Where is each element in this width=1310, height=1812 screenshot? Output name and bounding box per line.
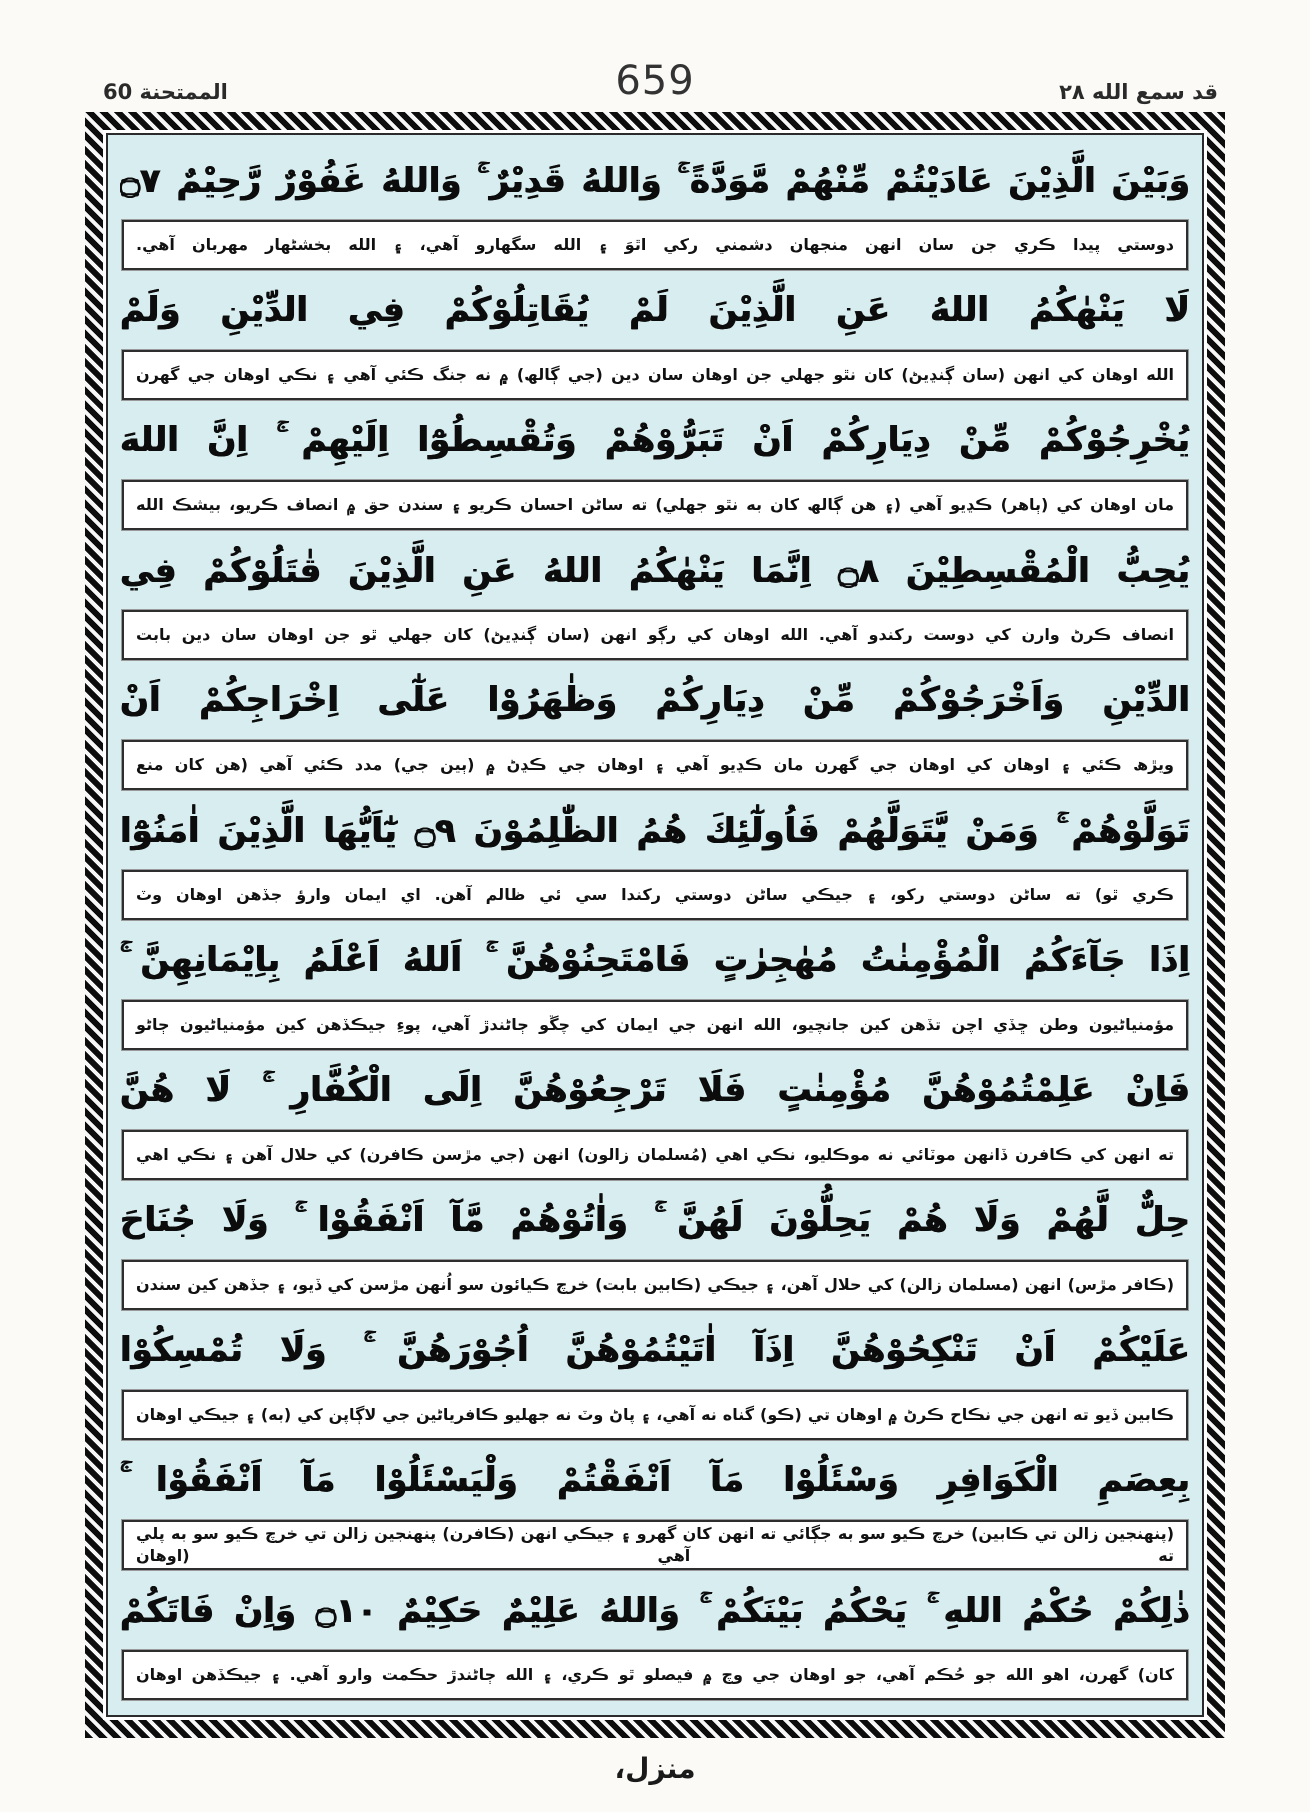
translation-text: کان) گهرن، اهو الله جو حُڪم آهي، جو اوهان جي وچ ۾ فيصلو ٿو ڪري، ۽ الله ڄاڻندڙ حڪمت وارو آهي. ۽ جيڪڏهن اوهان [136, 1665, 1174, 1685]
quran-ayah-line [120, 1312, 1190, 1388]
ayah-text: يُخْرِجُوْكُمْ مِّنْ دِيَارِكُمْ اَنْ تَبَرُّوْهُمْ وَتُقْسِطُوْٓا اِلَيْهِمْ ۚ اِنَّ اللهَ [120, 420, 1190, 460]
ayah-text: ذٰلِكُمْ حُكْمُ اللهِ ۚ يَحْكُمُ بَيْنَكُمْ ۚ وَاللهُ عَلِيْمٌ حَكِيْمٌ ۝١٠ وَاِنْ فَاتَكُمْ [120, 1590, 1190, 1631]
translation-text: الله اوهان کي انهن (سان ڳنڍيڻ) کان نٿو جهلي جن اوهان سان دين (جي ڳالھ) ۾ نه جنگ ڪئي آهي ۽ نڪي اوهان جي گهرن [136, 365, 1174, 385]
translation-box [122, 870, 1188, 920]
juz-name-label: قد سمع الله ٢٨ [1059, 80, 1218, 104]
quran-text-panel [106, 133, 1204, 1717]
quran-ayah-line [120, 402, 1190, 478]
translation-text: انصاف ڪرڻ وارن کي دوست رکندو آهي. الله اوهان کي رڳو انهن (سان ڳنڍيڻ) کان جهلي ٿو جن اوهان سان دين بابت [136, 625, 1174, 645]
ayah-text: تَوَلَّوْهُمْ ۚ وَمَنْ يَّتَوَلَّهُمْ فَاُولٰٓئِكَ هُمُ الظّٰلِمُوْنَ ۝٩ يٰٓاَيُّهَا الَّذِيْنَ اٰمَنُوْٓا [120, 810, 1190, 851]
page-number: 659 [615, 58, 695, 104]
translation-box [122, 1260, 1188, 1310]
translation-box [122, 220, 1188, 270]
translation-text: (پنهنجين زالن تي ڪابين) خرچ ڪيو سو به جڳائي ته انهن کان گهرو ۽ جيڪي انهن (ڪافرن) پنهنجين زالن تي خرچ ڪيو سو به پلي ته آهي (اوهان [136, 1524, 1174, 1565]
translation-box [122, 1390, 1188, 1440]
translation-text: دوستي پيدا ڪري جن سان انهن منجهان دشمني رکي اٿوَ ۽ الله سگهارو آهي، ۽ الله بخشڻهار مهربان آهي. [136, 235, 1174, 255]
quran-ayah-line [120, 532, 1190, 608]
translation-box [122, 480, 1188, 530]
quran-ayah-line [120, 1572, 1190, 1648]
quran-rows [120, 142, 1190, 1700]
quran-ayah-line [120, 1182, 1190, 1258]
translation-text: ڪابين ڏيو ته انهن جي نڪاح ڪرڻ ۾ اوهان تي (ڪو) گناه نه آهي، ۽ پاڻ وٽ نه جهليو ڪافرياڻين جي لاڳاپن کي (به) ۽ جيڪي اوهان [136, 1405, 1174, 1425]
ayah-text: لَا يَنْهٰكُمُ اللهُ عَنِ الَّذِيْنَ لَمْ يُقَاتِلُوْكُمْ فِي الدِّيْنِ وَلَمْ [120, 290, 1190, 330]
ayah-text: اِذَا جَآءَكُمُ الْمُؤْمِنٰتُ مُهٰجِرٰتٍ فَامْتَحِنُوْهُنَّ ۚ اَللهُ اَعْلَمُ بِاِيْمَانِهِنَّ ۚ [120, 940, 1190, 980]
translation-text: ويڙھ ڪئي ۽ اوهان کي اوهان جي گهرن مان ڪڍيو آهي ۽ اوهان جي ڪڍڻ ۾ (ٻين جي) مدد ڪئي آهي (هن کان منع [136, 755, 1174, 775]
translation-box [122, 1520, 1188, 1570]
translation-text: مان اوهان کي (ٻاهر) ڪڍيو آهي (۽ هن ڳالھ کان به نٿو جهلي) ته ساڻن احسان ڪريو ۽ سندن حق ۾ انصاف ڪريو، بيشڪ الله [136, 495, 1174, 515]
translation-text: ته انهن کي ڪافرن ڏانهن موٽائي نه موڪليو، نڪي اهي (مُسلمان زالون) انهن (جي مڙسن ڪافرن) کي حلال آهن ۽ نڪي اهي [136, 1145, 1174, 1165]
translation-text: (ڪافر مڙس) انهن (مسلمان زالن) کي حلال آهن، ۽ جيڪي (ڪابين بابت) خرچ ڪيائون سو اُنهن مڙسن کي ڏيو، ۽ جڏهن کين سندن [136, 1275, 1174, 1295]
translation-box [122, 1130, 1188, 1180]
quran-ayah-line [120, 792, 1190, 868]
ayah-text: يُحِبُّ الْمُقْسِطِيْنَ ۝٨ اِنَّمَا يَنْهٰكُمُ اللهُ عَنِ الَّذِيْنَ قٰتَلُوْكُمْ فِي [120, 550, 1190, 591]
ayah-text: عَلَيْكُمْ اَنْ تَنْكِحُوْهُنَّ اِذَآ اٰتَيْتُمُوْهُنَّ اُجُوْرَهُنَّ ۚ وَلَا تُمْسِكُوْا [120, 1330, 1190, 1370]
translation-box [122, 610, 1188, 660]
quran-ayah-line [120, 142, 1190, 218]
page-header [0, 0, 1310, 115]
ayah-text: بِعِصَمِ الْكَوَافِرِ وَسْئَلُوْا مَآ اَنْفَقْتُمْ وَلْيَسْئَلُوْا مَآ اَنْفَقُوْا ۚ [120, 1460, 1190, 1500]
quran-ayah-line [120, 1442, 1190, 1518]
ayah-text: وَبَيْنَ الَّذِيْنَ عَادَيْتُمْ مِّنْهُمْ مَّوَدَّةً ۚ وَاللهُ قَدِيْرٌ ۚ وَاللهُ غَفُوْرٌ رَّحِيْمٌ ۝٧ [120, 160, 1190, 201]
translation-text: ڪري ٿو) ته ساڻن دوستي رکو، ۽ جيڪي ساڻن دوستي رکندا سي ئي ظالم آهن. اي ايمان وارؤ جڏهن اوهان وٽ [136, 885, 1174, 905]
ayah-text: حِلٌّ لَّهُمْ وَلَا هُمْ يَحِلُّوْنَ لَهُنَّ ۚ وَاٰتُوْهُمْ مَّآ اَنْفَقُوْا ۚ وَلَا جُنَاحَ [120, 1200, 1190, 1240]
manzil-footer-label: منزل، [614, 1752, 696, 1785]
quran-ayah-line [120, 272, 1190, 348]
translation-text: مؤمنياڻيون وطن ڇڏي اچن تڏهن کين جانچيو، الله انهن جي ايمان کي چڱو ڄاڻندڙ آهي، پوءِ جيڪڏهن کين مؤمنياڻيون ڄاڻو [136, 1015, 1174, 1035]
quran-ayah-line [120, 922, 1190, 998]
ayah-text: الدِّيْنِ وَاَخْرَجُوْكُمْ مِّنْ دِيَارِكُمْ وَظٰهَرُوْا عَلٰٓى اِخْرَاجِكُمْ اَنْ [120, 680, 1190, 720]
translation-box [122, 1000, 1188, 1050]
ayah-text: فَاِنْ عَلِمْتُمُوْهُنَّ مُؤْمِنٰتٍ فَلَا تَرْجِعُوْهُنَّ اِلَى الْكُفَّارِ ۚ لَا هُنَّ [120, 1070, 1190, 1110]
translation-box [122, 740, 1188, 790]
quran-ayah-line [120, 662, 1190, 738]
quran-ayah-line [120, 1052, 1190, 1128]
translation-box [122, 350, 1188, 400]
translation-box [122, 1650, 1188, 1700]
ornamental-border-frame [85, 112, 1225, 1738]
surah-name-label: الممتحنة 60 [103, 80, 228, 104]
